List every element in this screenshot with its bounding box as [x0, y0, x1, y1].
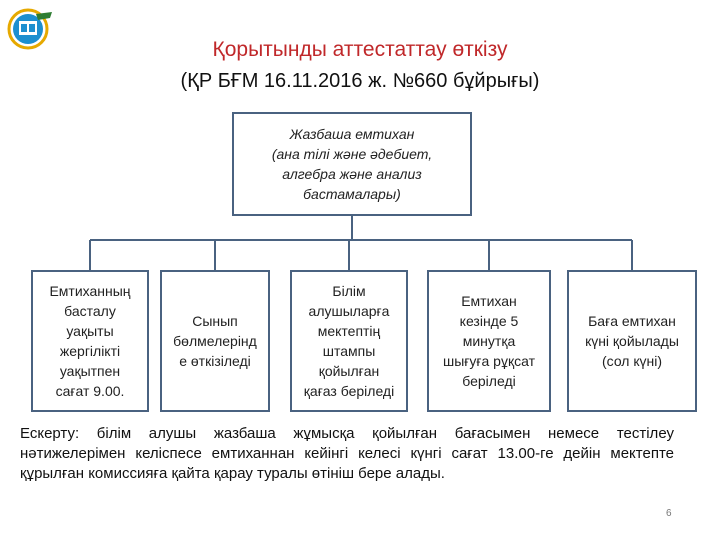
top-box-line: Жазбаша емтихан [289, 126, 415, 142]
top-box-line: бастамалары) [303, 186, 401, 202]
box-line: Емтихан [461, 293, 517, 309]
box-line: Сынып [192, 313, 238, 329]
page-number: 6 [666, 508, 672, 519]
box-line: жергілікті [59, 343, 121, 359]
top-box-written-exam [232, 112, 472, 216]
box-exam-start-time [31, 270, 149, 412]
box-line: мектептің [317, 323, 381, 339]
box-line: минутқа [462, 333, 516, 349]
box-line: күні қойылады [585, 333, 679, 349]
box-line: кезінде 5 [459, 313, 519, 329]
box-line: е өткізіледі [179, 353, 251, 369]
box-line: шығуға рұқсат [443, 353, 535, 369]
footnote-text: : білім алушы жазбаша жұмысқа қойылған бағасымен немесе тестілеу нәтижелерімен келіспесе емтиханнан кейінгі келесі күнгі сағат 13.00-ге дейін мектепте құрылған комиссияға қайта қарау туралы өтініш бере алады. [20, 425, 674, 482]
box-classroom [160, 270, 270, 412]
box-stamped-paper [290, 270, 408, 412]
box-line: Білім [332, 283, 366, 299]
box-line: штампы [322, 343, 376, 359]
page-title: Қорытынды аттестаттау өткізу [212, 38, 508, 61]
footnote-label: Ескерту [20, 425, 75, 442]
box-line: қойылған [318, 363, 380, 379]
box-line: сағат 9.00. [55, 383, 125, 399]
box-line: уақыты [66, 323, 114, 339]
top-box-line: (ана тілі және әдебиет, [271, 146, 433, 162]
box-line: Баға емтихан [588, 313, 676, 329]
footnote [20, 424, 674, 484]
box-line: қағаз беріледі [303, 383, 395, 399]
box-grading-day [567, 270, 697, 412]
box-line: уақытпен [59, 363, 121, 379]
box-line: беріледі [462, 373, 516, 389]
top-box-line: алгебра және анализ [282, 166, 422, 182]
page-subtitle: (ҚР БҒМ 16.11.2016 ж. №660 бұйрығы) [180, 70, 540, 92]
box-line: басталу [64, 303, 116, 319]
box-line: (сол күні) [602, 353, 662, 369]
box-line: алушыларға [308, 303, 390, 319]
box-exit-permission [427, 270, 551, 412]
box-line: бөлмелерінд [173, 333, 257, 349]
box-line: Емтиханның [49, 283, 131, 299]
